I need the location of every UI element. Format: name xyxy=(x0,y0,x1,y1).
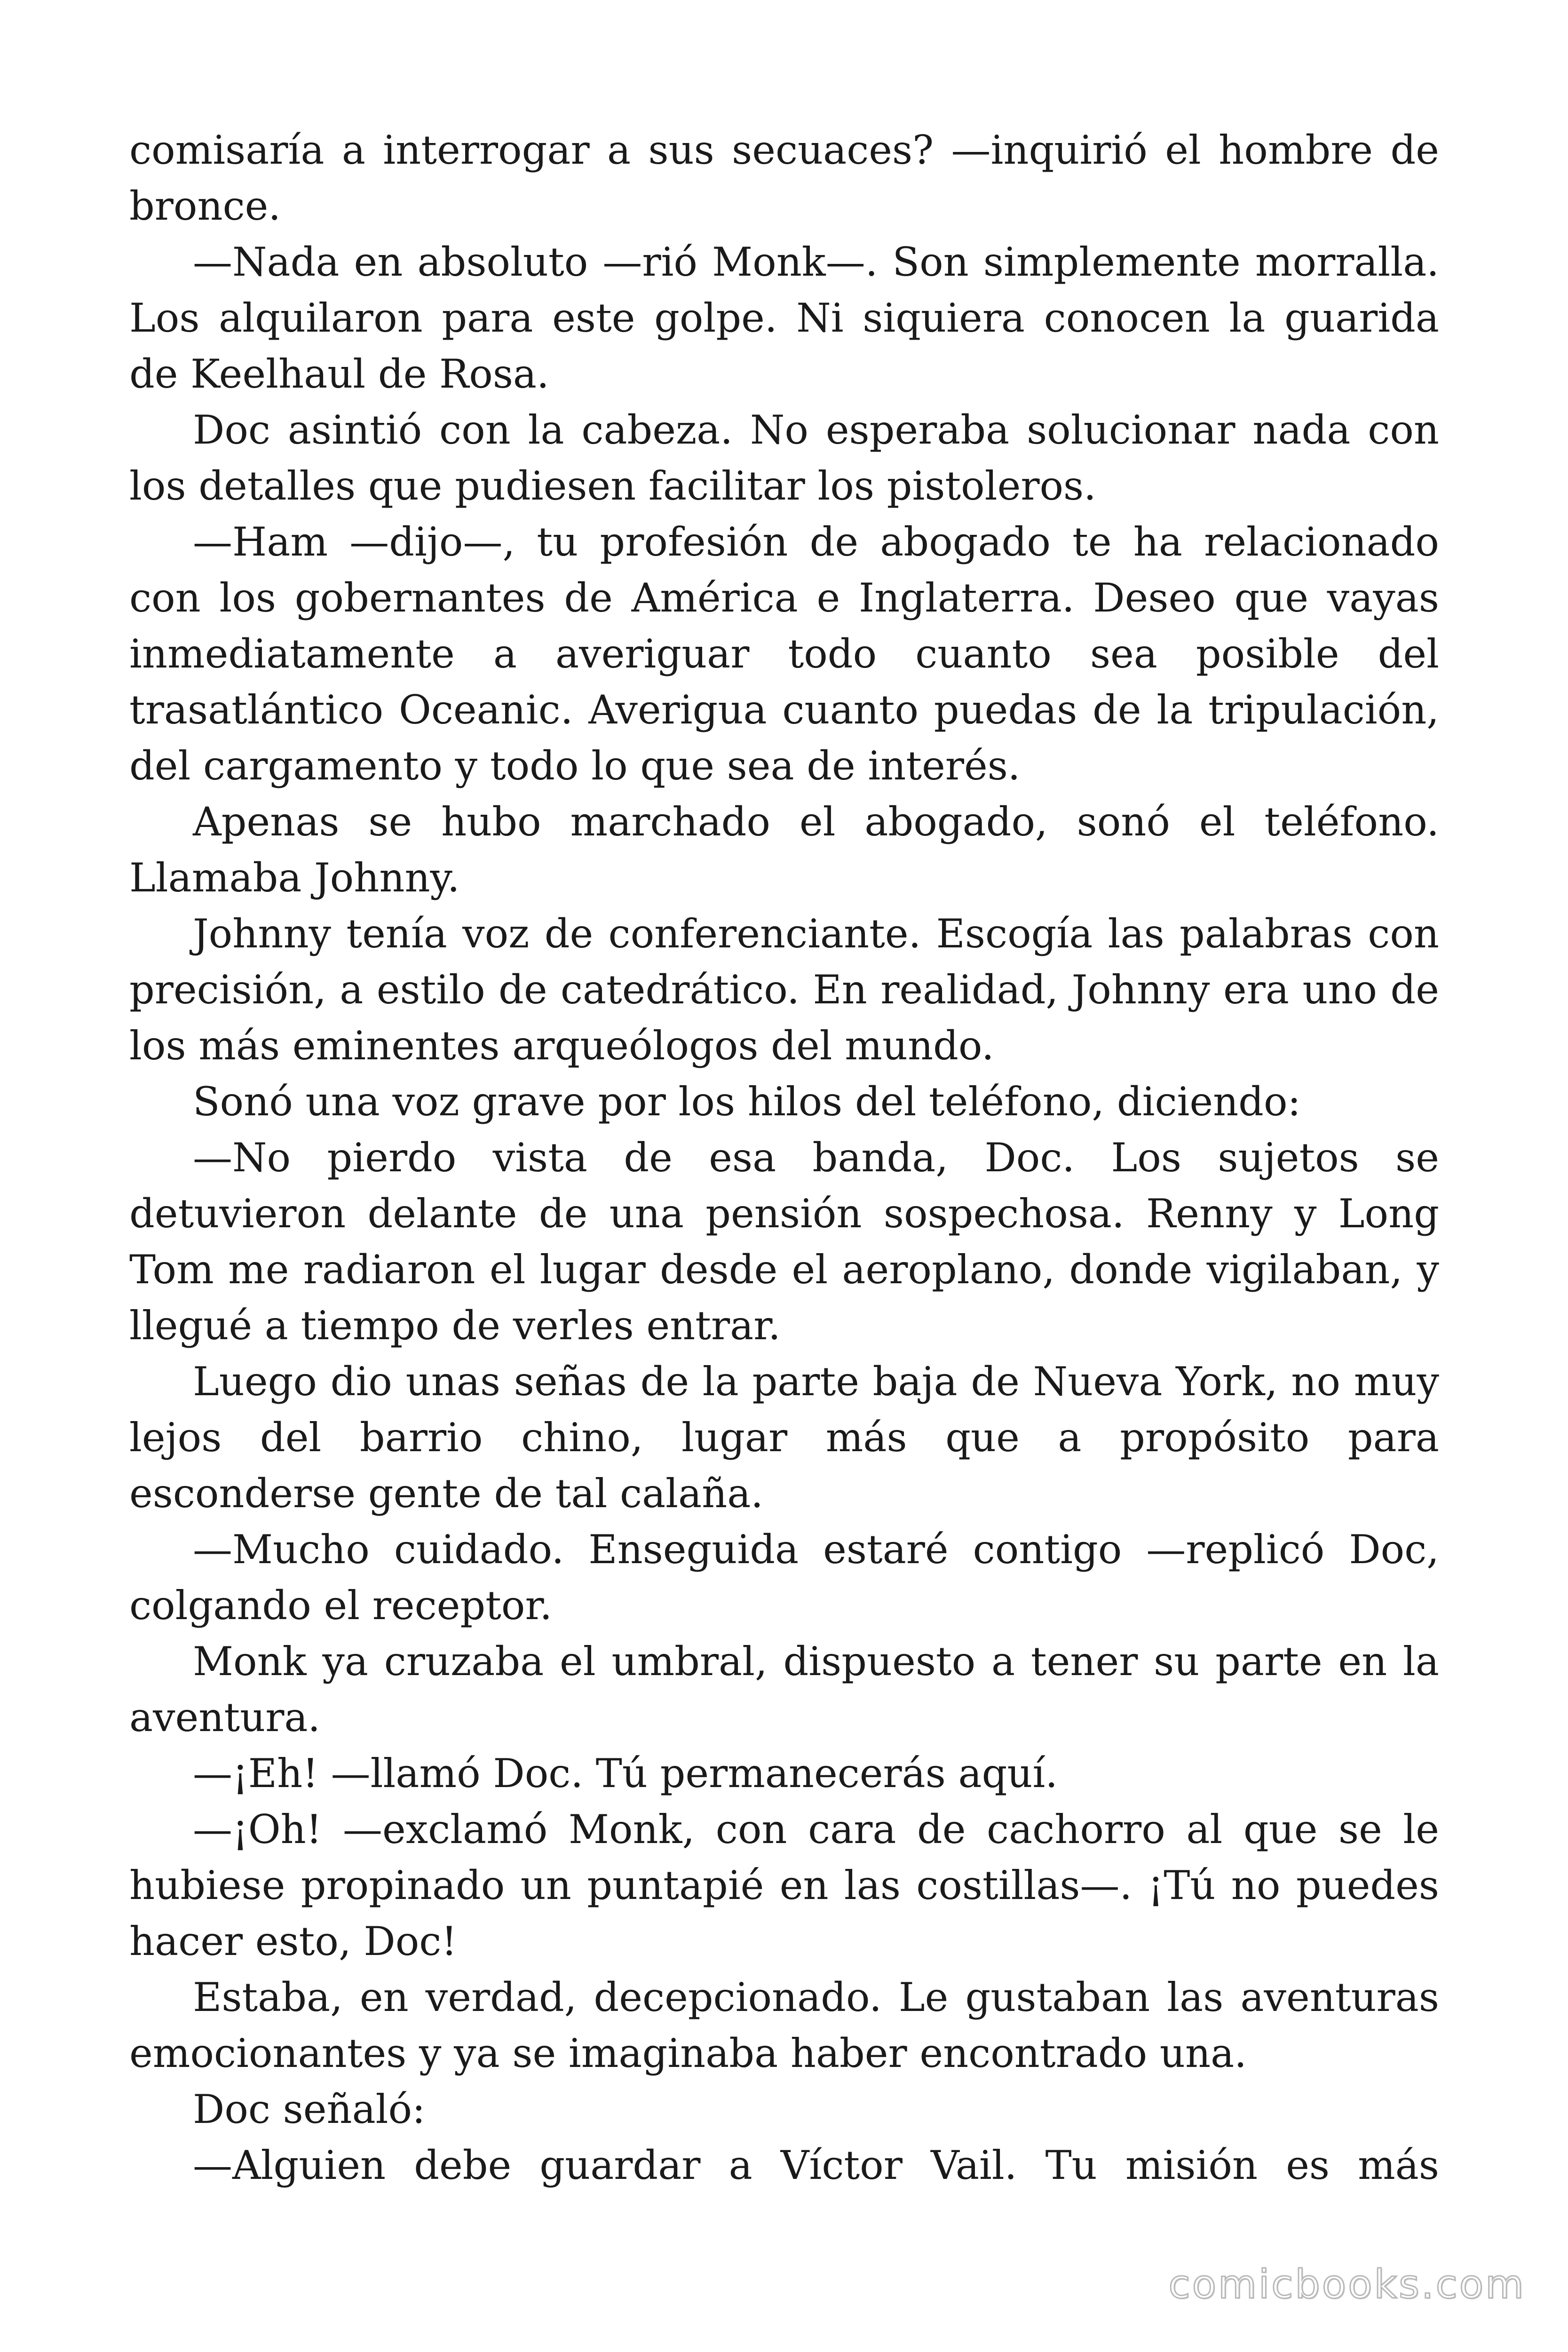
paragraph-15: Doc señaló: xyxy=(193,2086,426,2132)
paragraph-6: Johnny tenía voz de conferenciante. Escogía las palabras con precisión, a estilo de catedrático. En realidad, Johnny era uno de los más eminentes arqueólogos del mundo. xyxy=(129,911,1439,1069)
paragraph-2: —Nada en absoluto —rió Monk—. Son simplemente morralla. Los alquilaron para este golpe. Ni siquiera conocen la guarida de Keelhaul de Rosa. xyxy=(129,239,1439,397)
paragraph-10: —Mucho cuidado. Enseguida estaré contigo —replicó Doc, colgando el receptor. xyxy=(129,1526,1439,1629)
paragraph-14: Estaba, en verdad, decepcionado. Le gustaban las aventuras emocionantes y ya se imaginaba haber encontrado una. xyxy=(129,1974,1439,2076)
paragraph-13: —¡Oh! —exclamó Monk, con cara de cachorro al que se le hubiese propinado un puntapié en las costillas—. ¡Tú no puedes hacer esto, Doc! xyxy=(129,1806,1439,1964)
watermark-logo: comicbooks.com xyxy=(1168,2261,1526,2307)
paragraph-4: —Ham —dijo—, tu profesión de abogado te ha relacionado con los gobernantes de América e Inglaterra. Deseo que vayas inmediatamente a averiguar todo cuanto sea posible del trasatlántico Oceanic. Averigua cuanto puedas de la tripulación, del cargamento y todo lo que sea de interés. xyxy=(129,519,1439,789)
paragraph-9: Luego dio unas señas de la parte baja de Nueva York, no muy lejos del barrio chino, lugar más que a propósito para esconderse gente de tal calaña. xyxy=(129,1359,1439,1517)
paragraph-16: —Alguien debe guardar a Víctor Vail. Tu misión es más xyxy=(193,2142,1439,2188)
paragraph-12: —¡Eh! —llamó Doc. Tú permanecerás aquí. xyxy=(193,1750,1058,1796)
paragraph-3: Doc asintió con la cabeza. No esperaba solucionar nada con los detalles que pudiesen facilitar los pistoleros. xyxy=(129,407,1439,509)
paragraph-11: Monk ya cruzaba el umbral, dispuesto a tener su parte en la aventura. xyxy=(129,1638,1439,1740)
paragraph-1: comisaría a interrogar a sus secuaces? —inquirió el hombre de bronce. xyxy=(129,127,1439,229)
paragraph-5: Apenas se hubo marchado el abogado, sonó el teléfono. Llamaba Johnny. xyxy=(129,799,1439,901)
paragraph-7: Sonó una voz grave por los hilos del teléfono, diciendo: xyxy=(193,1079,1301,1125)
page-body-text xyxy=(129,122,1439,2193)
paragraph-8: —No pierdo vista de esa banda, Doc. Los sujetos se detuvieron delante de una pensión sospechosa. Renny y Long Tom me radiaron el lugar desde el aeroplano, donde vigilaban, y llegué a tiempo de verles entrar. xyxy=(129,1135,1439,1349)
